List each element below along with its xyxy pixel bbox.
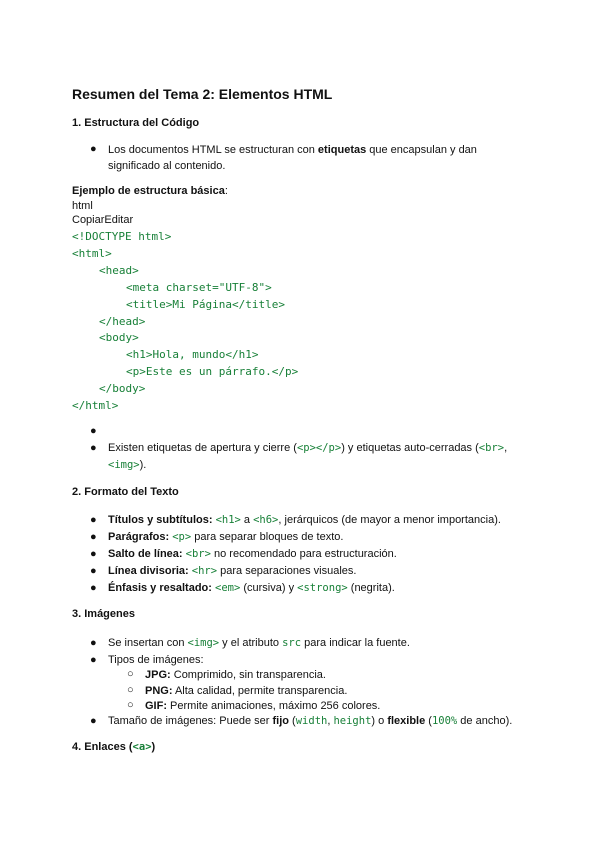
code-line: </html> bbox=[72, 399, 119, 412]
s2-item: Énfasis y resaltado: <em> (cursiva) y <strong> (negrita). bbox=[108, 582, 395, 594]
code-line: <!DOCTYPE html> bbox=[72, 230, 172, 243]
s3-sub-item: GIF: Permite animaciones, máximo 256 colores. bbox=[145, 700, 381, 712]
code-line: </head> bbox=[99, 315, 146, 328]
s2-item: Parágrafos: <p> para separar bloques de texto. bbox=[108, 531, 344, 543]
s3-bullet-3: Tamaño de imágenes: Puede ser fijo (width, height) o flexible (100% de ancho). bbox=[108, 715, 513, 727]
s3-sub-item: JPG: Comprimido, sin transparencia. bbox=[145, 669, 326, 681]
bullet-icon: ● bbox=[90, 715, 97, 727]
bullet-icon: ● bbox=[90, 425, 97, 437]
bullet-icon: ● bbox=[90, 565, 97, 577]
bullet-icon: ● bbox=[90, 531, 97, 543]
bullet-icon: ● bbox=[90, 582, 97, 594]
code-line: <body> bbox=[99, 331, 139, 344]
code-language-label: html bbox=[72, 200, 93, 212]
s2-item: Salto de línea: <br> no recomendado para estructuración. bbox=[108, 548, 397, 560]
s1-bullet-1: Los documentos HTML se estructuran con etiquetas que encapsulan y dan bbox=[108, 144, 477, 156]
section-4-heading: 4. Enlaces (<a>) bbox=[72, 741, 156, 753]
s1-bullet-1-line2: significado al contenido. bbox=[108, 160, 226, 172]
section-3-heading: 3. Imágenes bbox=[72, 608, 135, 620]
bullet-icon: ● bbox=[90, 654, 97, 666]
section-1-heading: 1. Estructura del Código bbox=[72, 117, 200, 129]
s1-bullet-3: Existen etiquetas de apertura y cierre (<p></p>) y etiquetas auto-cerradas (<br>, bbox=[108, 442, 508, 454]
s2-item: Títulos y subtítulos: <h1> a <h6>, jerárquicos (de mayor a menor importancia). bbox=[108, 514, 501, 526]
circle-bullet-icon: ○ bbox=[127, 699, 134, 711]
s3-bullet-1: Se insertan con <img> y el atributo src para indicar la fuente. bbox=[108, 637, 410, 649]
document-title: Resumen del Tema 2: Elementos HTML bbox=[72, 86, 333, 102]
code-line: <html> bbox=[72, 247, 112, 260]
bullet-icon: ● bbox=[90, 514, 97, 526]
circle-bullet-icon: ○ bbox=[127, 684, 134, 696]
circle-bullet-icon: ○ bbox=[127, 668, 134, 680]
s3-sub-item: PNG: Alta calidad, permite transparencia. bbox=[145, 685, 348, 697]
bullet-icon: ● bbox=[90, 442, 97, 454]
code-line: <title>Mi Página</title> bbox=[126, 298, 285, 311]
code-line: <head> bbox=[99, 264, 139, 277]
s1-bullet-3-line2: <img>). bbox=[108, 459, 147, 471]
code-line: <p>Este es un párrafo.</p> bbox=[126, 365, 299, 378]
example-label: Ejemplo de estructura básica: bbox=[72, 185, 228, 197]
s3-bullet-2: Tipos de imágenes: bbox=[108, 654, 204, 666]
copy-edit-button[interactable]: CopiarEditar bbox=[72, 214, 134, 226]
bullet-icon: ● bbox=[90, 637, 97, 649]
code-line: <h1>Hola, mundo</h1> bbox=[126, 348, 259, 361]
code-line: </body> bbox=[99, 382, 146, 395]
section-2-heading: 2. Formato del Texto bbox=[72, 486, 179, 498]
s2-item: Línea divisoria: <hr> para separaciones visuales. bbox=[108, 565, 357, 577]
bullet-icon: ● bbox=[90, 548, 97, 560]
code-line: <meta charset="UTF-8"> bbox=[126, 281, 272, 294]
bullet-icon: ● bbox=[90, 143, 97, 155]
